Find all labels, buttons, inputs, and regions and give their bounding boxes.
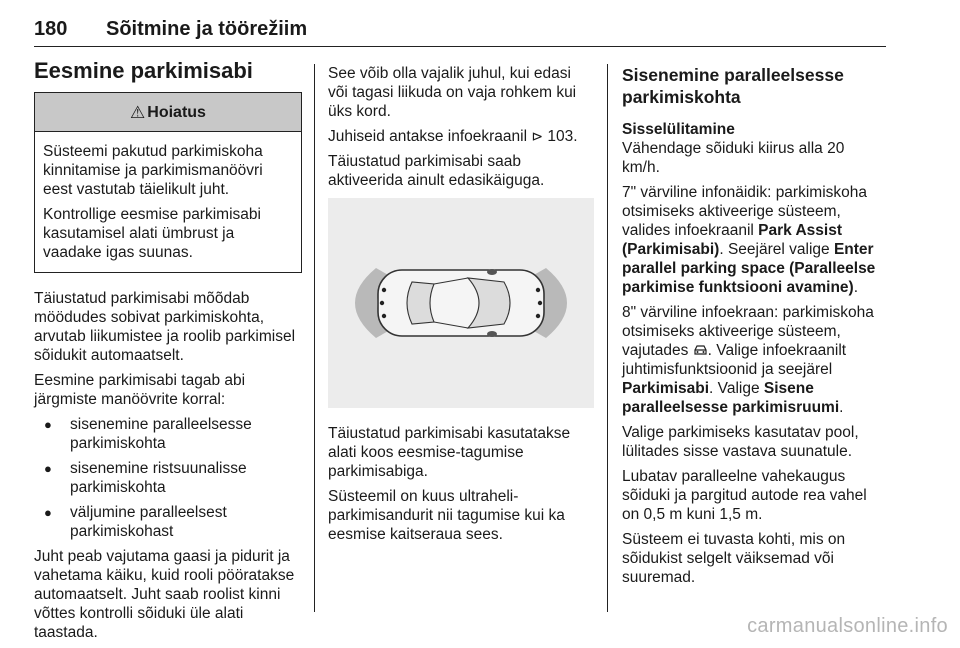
- parking-sensors-illustration: [328, 198, 594, 408]
- paragraph: See võib olla vajalik juhul, kui edasi või tagasi liikuda on vaja rohkem kui üks kord.: [328, 65, 577, 120]
- column-1: [34, 58, 302, 648]
- paragraph: 7" värviline infonäidik: parkimiskoha otsimiseks aktiveerige süsteem, valides infoekraanil Park Assist (Parkimisabi). Seejärel valige Enter parallel parking space (Paralleelse parkimise funktsiooni avamine).: [622, 184, 876, 296]
- column-2: [328, 64, 594, 550]
- paragraph: Vähendage sõiduki kiirus alla 20 km/h.: [622, 140, 845, 176]
- subheading: Sisselülitamine: [622, 121, 735, 138]
- list-item: ● väljumine paralleelsest parkimiskohast: [34, 503, 302, 541]
- column-divider: [607, 64, 608, 612]
- paragraph: Täiustatud parkimisabi mõõdab möödudes sobivat parkimiskohta, arvutab liikumistee ja roolib parkimisel sõidukit automaatselt.: [34, 290, 296, 364]
- paragraph: Täiustatud parkimisabi kasutatakse alati koos eesmise-tagumise parkimisabiga.: [328, 425, 571, 480]
- page-number: 180: [34, 18, 68, 40]
- section-heading: Eesmine parkimisabi: [34, 58, 253, 83]
- warning-text-1: Süsteemi pakutud parkimiskoha kinnitamise ja parkimismanöövri eest vastutab täielikult juht.: [43, 143, 263, 198]
- section-heading: Sisenemine paralleelsesse parkimiskohta: [622, 65, 844, 107]
- page-reference-arrow-icon: ⊳: [531, 128, 544, 144]
- list-item: ● sisenemine paralleelsesse parkimiskohta: [34, 415, 302, 453]
- column-3: [622, 64, 886, 593]
- paragraph: Süsteem ei tuvasta kohti, mis on sõidukist selgelt väiksemad või suuremad.: [622, 531, 846, 586]
- maneuver-list: [34, 415, 302, 541]
- page-header: [34, 8, 886, 47]
- warning-header: [35, 93, 301, 132]
- list-item: ● sisenemine ristsuunalisse parkimiskohta: [34, 459, 302, 497]
- warning-title: Hoiatus: [147, 103, 206, 121]
- paragraph: Täiustatud parkimisabi saab aktiveerida ainult edasikäiguga.: [328, 153, 545, 189]
- watermark: carmanualsonline.info: [747, 615, 948, 637]
- car-button-icon: [693, 343, 708, 356]
- paragraph: Juhiseid antakse infoekraanil ⊳ 103.: [328, 128, 578, 145]
- warning-triangle-icon: ⚠: [130, 102, 146, 122]
- paragraph: Juht peab vajutama gaasi ja pidurit ja vahetama käiku, kuid rooli pööratakse automaatselt. Juht saab roolist kinni võttes kontrolli sõiduki üle alati taastada.: [34, 548, 295, 641]
- page-title: Sõitmine ja töörežiim: [106, 18, 308, 40]
- paragraph: 8" värviline infoekraan: parkimiskoha otsimiseks aktiveerige süsteem, vajutades . Valige infoekraanilt juhtimisfunktsioonid ja seejärel Parkimisabi. Valige Sisene paralleelsesse parkimisruumi.: [622, 304, 874, 416]
- page-reference[interactable]: 103.: [547, 128, 578, 145]
- paragraph: Lubatav paralleelne vahekaugus sõiduki ja pargitud autode rea vahel on 0,5 m kuni 1,5 m.: [622, 468, 867, 523]
- warning-text-2: Kontrollige eesmise parkimisabi kasutamisel alati ümbrust ja vaadake igas suunas.: [43, 206, 261, 261]
- car-top-view-image: [328, 198, 594, 408]
- paragraph: Eesmine parkimisabi tagab abi järgmiste manöövrite korral:: [34, 372, 246, 408]
- paragraph: Valige parkimiseks kasutatav pool, lülitades sisse vastava suunatule.: [622, 424, 859, 460]
- paragraph: Süsteemil on kuus ultraheli-parkimisandurit nii tagumise kui ka eesmise kaitseraua sees.: [328, 488, 565, 543]
- column-divider: [314, 64, 315, 612]
- warning-box: [34, 92, 302, 273]
